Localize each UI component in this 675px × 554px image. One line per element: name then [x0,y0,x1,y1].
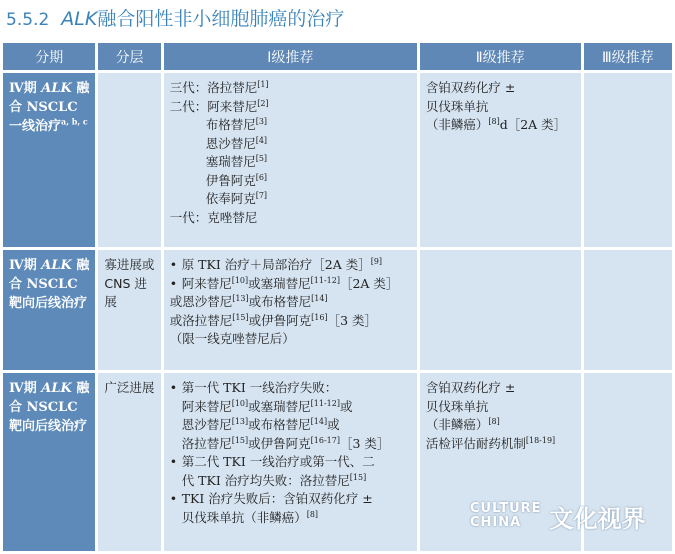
header-stage: 分期 [3,43,95,70]
level2-cell: 含铂双药化疗 ± 贝伐珠单抗 （非鳞癌）[8]d［2A 类］ [420,73,581,247]
level1-cell: • 原 TKI 治疗＋局部治疗［2A 类］[9] • 阿来替尼[10]或塞瑞替尼[11-12]［2A 类］ 或恩沙替尼[13]或布格替尼[14] 或洛拉替尼[15]或伊鲁阿克[16]［3 类］ （限一线克唑替尼后） [164,250,417,370]
level1-cell: • 第一代 TKI 一线治疗失败： 阿来替尼[10]或塞瑞替尼[11-12]或 恩沙替尼[13]或布格替尼[14]或 洛拉替尼[15]或伊鲁阿克[16-17]［3 类］ • 第二代 TKI 一线治疗或第一代、二 代 TKI 治疗均失败：洛拉替尼[15] • TKI 治疗失败后：含铂双药化疗 ± 贝伐珠单抗（非鳞癌）[8] [164,373,417,551]
header-layer: 分层 [98,43,160,70]
level3-cell [584,250,672,370]
title-text: 融合阳性非小细胞肺癌的治疗 [97,8,345,30]
table-row [3,250,672,370]
level2-cell [420,250,581,370]
stage-cell: Ⅳ期 ALK 融合 NSCLC 靶向后线治疗 [3,250,95,370]
title-alk: ALK [61,8,98,30]
level2-cell: 含铂双药化疗 ± 贝伐珠单抗 （非鳞癌）[8] 活检评估耐药机制[18-19] [420,373,581,551]
header-level3: Ⅲ级推荐 [584,43,672,70]
layer-cell: 广泛进展 [98,373,160,551]
watermark-logo: CULTURE CHINA 文化视界 [470,501,646,533]
table-row [3,73,672,247]
stage-cell: Ⅳ期 ALK 融合 NSCLC 一线治疗$^{a, b, c}$ [3,73,95,247]
header-level2: Ⅱ级推荐 [420,43,581,70]
stage-cell: Ⅳ期 ALK 融合 NSCLC 靶向后线治疗 [3,373,95,551]
layer-cell: 寡进展或 CNS 进展 [98,250,160,370]
level1-cell: 三代：洛拉替尼[1] 二代：阿来替尼[2] 布格替尼[3] 恩沙替尼[4] 塞瑞替尼[5] 伊鲁阿克[6] 依奉阿克[7] 一代：克唑替尼 [164,73,417,247]
section-number: 5.5.2 [6,10,50,30]
layer-cell [98,73,160,247]
section-title [6,4,344,34]
level3-cell [584,73,672,247]
treatment-table [0,40,675,554]
header-level1: Ⅰ级推荐 [164,43,417,70]
